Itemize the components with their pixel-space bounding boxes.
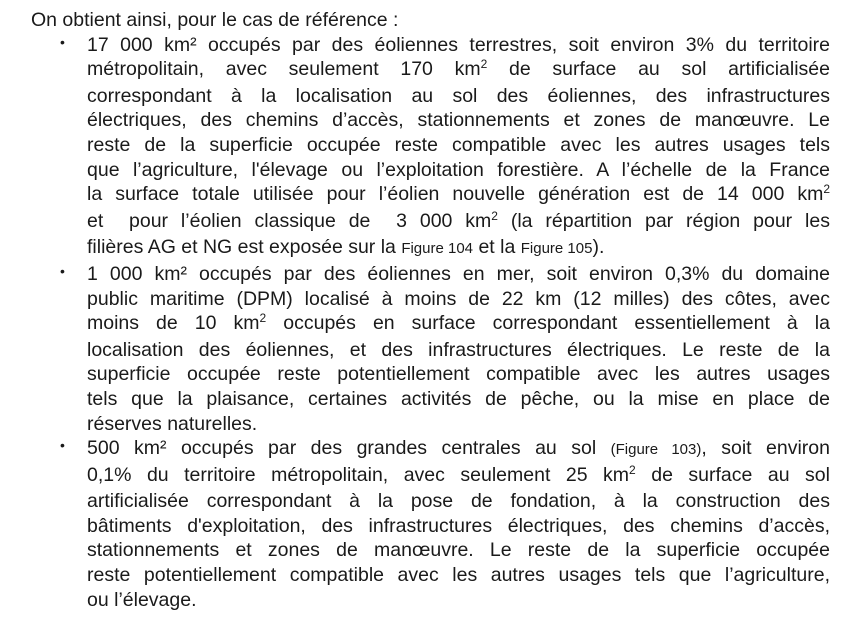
text-line bbox=[87, 387, 830, 412]
text-segment: public maritime (DPM) localisé à moins de 22 km (12 milles) des côtes, avec bbox=[87, 287, 830, 310]
text-line bbox=[87, 287, 830, 312]
text-segment: correspondant à la localisation au sol des éoliennes, des infrastructures bbox=[87, 84, 830, 107]
text-line bbox=[87, 489, 830, 514]
text-line bbox=[87, 133, 830, 158]
text-segment: bâtiments d'exploitation, des infrastructures électriques, des chemins d’accès, bbox=[87, 514, 830, 537]
bullet-marker-icon: • bbox=[60, 33, 65, 50]
text-segment: métropolitain, avec seulement 170 km bbox=[87, 58, 481, 81]
text-line bbox=[87, 108, 830, 133]
text-segment: électriques, des chemins d’accès, stationnements et zones de manœuvre. Le bbox=[87, 109, 830, 132]
text-line bbox=[87, 563, 830, 588]
text-segment: artificialisée correspondant à la pose de fondation, à la construction des bbox=[87, 490, 830, 513]
text-segment: , soit environ bbox=[701, 437, 830, 460]
text-segment: ou l’élevage. bbox=[87, 588, 197, 611]
text-line bbox=[87, 412, 830, 437]
superscript-2: 2 bbox=[480, 57, 488, 72]
superscript-2: 2 bbox=[823, 182, 830, 197]
text-line bbox=[87, 182, 830, 209]
text-segment: superficie occupée reste potentiellement compatible avec les autres usages bbox=[87, 363, 830, 386]
bullet-marker-icon: • bbox=[60, 437, 65, 454]
superscript-2: 2 bbox=[491, 208, 498, 223]
text-segment: que l’agriculture, l'élevage ou l’exploitation forestière. A l’échelle de la France bbox=[87, 158, 830, 181]
bullet-text bbox=[87, 262, 830, 436]
text-segment: de surface au sol artificialisée bbox=[487, 58, 830, 81]
text-segment: localisation des éoliennes, et des infrastructures électriques. Le reste de la bbox=[87, 338, 830, 361]
intro-line: On obtient ainsi, pour le cas de référence : bbox=[31, 9, 399, 31]
text-line bbox=[87, 338, 830, 363]
text-segment: et la bbox=[473, 236, 521, 259]
bullet-text bbox=[87, 33, 830, 262]
bullet-list bbox=[31, 33, 830, 613]
text-line bbox=[87, 158, 830, 183]
text-line bbox=[87, 514, 830, 539]
text-line bbox=[87, 235, 830, 262]
bullet-marker-icon: • bbox=[60, 262, 65, 279]
text-segment: reste potentiellement compatible avec les autres usages tels que l’agriculture, bbox=[87, 564, 830, 587]
text-line bbox=[87, 84, 830, 109]
text-segment: de surface au sol bbox=[635, 463, 830, 486]
text-line bbox=[87, 33, 830, 58]
text-segment: filières AG et NG est exposée sur la bbox=[87, 236, 402, 259]
figure-reference: (Figure 103) bbox=[610, 441, 702, 459]
text-segment: 17 000 km² occupés par des éoliennes terrestres, soit environ 3% du territoire bbox=[87, 33, 830, 56]
figure-reference: Figure 105 bbox=[520, 240, 593, 258]
text-line bbox=[87, 262, 830, 287]
text-line bbox=[87, 209, 830, 236]
text-line bbox=[87, 57, 830, 84]
text-segment: et pour l’éolien classique de 3 000 km bbox=[87, 209, 492, 232]
text-segment: stationnements et zones de manœuvre. Le reste de la superficie occupée bbox=[87, 539, 830, 562]
text-segment: reste de la superficie occupée reste compatible avec les autres usages tels bbox=[87, 133, 830, 156]
text-segment: réserves naturelles. bbox=[87, 412, 258, 435]
superscript-2: 2 bbox=[259, 311, 267, 326]
text-line bbox=[87, 436, 830, 463]
text-segment: moins de 10 km bbox=[87, 312, 260, 335]
text-segment: 1 000 km² occupés par des éoliennes en mer, soit environ 0,3% du domaine bbox=[87, 262, 830, 285]
superscript-2: 2 bbox=[629, 462, 636, 477]
text-segment: 0,1% du territoire métropolitain, avec seulement 25 km bbox=[87, 463, 630, 486]
text-segment: ). bbox=[592, 236, 605, 259]
bullet-item bbox=[31, 262, 830, 436]
bullet-marker-col bbox=[31, 33, 87, 262]
bullet-marker-col bbox=[31, 436, 87, 612]
text-segment: la surface totale utilisée pour l’éolien nouvelle génération est de 14 000 km bbox=[87, 183, 824, 206]
text-line bbox=[87, 538, 830, 563]
text-segment: (la répartition par région pour les bbox=[497, 209, 830, 232]
text-segment: tels que la plaisance, certaines activités de pêche, ou la mise en place de bbox=[87, 387, 830, 410]
text-line bbox=[87, 588, 830, 613]
text-line bbox=[87, 463, 830, 490]
bullet-marker-col bbox=[31, 262, 87, 436]
text-line bbox=[87, 311, 830, 338]
text-line bbox=[87, 362, 830, 387]
bullet-item bbox=[31, 436, 830, 612]
bullet-text bbox=[87, 436, 830, 612]
bullet-item bbox=[31, 33, 830, 262]
figure-reference: Figure 104 bbox=[401, 240, 474, 258]
text-segment: 500 km² occupés par des grandes centrales au sol bbox=[87, 437, 611, 460]
text-segment: occupés en surface correspondant essentiellement à la bbox=[266, 312, 830, 335]
